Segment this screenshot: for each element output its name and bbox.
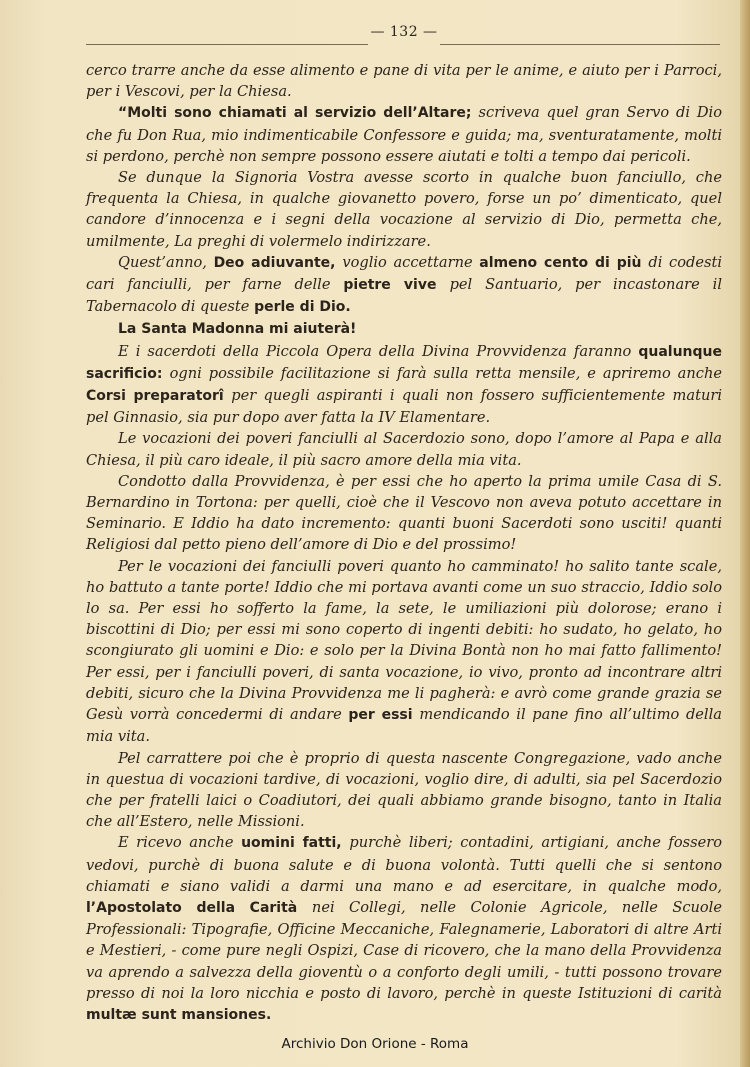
italic-text-run: E i sacerdoti della Piccola Opera della Divina Provvidenza faranno: [118, 342, 639, 360]
paragraph: [86, 252, 722, 319]
paragraph: [86, 318, 722, 340]
bold-text-run: multæ sunt mansiones.: [86, 1006, 272, 1023]
paragraph: [86, 167, 722, 252]
bold-text-run: pietre vive: [343, 277, 450, 294]
paragraph: [86, 60, 722, 102]
italic-text-run: pel Santuario, per incastonare il Tabernacolo di queste: [86, 276, 722, 316]
paragraph: [86, 428, 722, 470]
header-rule-left: [86, 44, 368, 45]
italic-text-run: Condotto dalla Provvidenza, è per essi che ho aperto la prima umile Casa di S. Bernardino in Tortona: per quelli, cioè che il Vescovo non aveva potuto accettare in Seminario. E Iddio ha dato incremento: quanti buoni Sacerdoti sono usciti! quanti Religiosi dal petto pieno dell’amore di Dio e del prossimo!: [86, 472, 722, 554]
italic-text-run: nei Collegi, nelle Colonie Agricole, nelle Scuole Professionali: Tipografie, Officine Meccaniche, Falegnamerie, Laboratori di altre Arti e Mestieri, - come pure negli Ospizi, Case di ricovero, che la mano della Provvidenza va aprendo a salvezza della gioventù o a conforto degli umili, - tutti possono trovare presso di noi la loro nicchia e posto di lavoro, perchè in queste Istituzioni di carità: [86, 898, 722, 1002]
italic-text-run: mendicando il pane fino all’ultimo della mia vita.: [86, 706, 722, 746]
bold-text-run: “Molti sono chiamati al servizio dell’Altare;: [118, 105, 479, 122]
paragraph: [86, 341, 722, 429]
bold-text-run: almeno cento di più: [479, 254, 649, 271]
italic-text-run: ogni possibile facilitazione si farà sulla retta mensile, e apriremo anche: [169, 364, 722, 382]
italic-text-run: purchè liberi; contadini, artigiani, anche fossero vedovi, purchè di buona salute e di buona volontà. Tutti quelli che si sentono chiamati e siano validi a darmi una mano e ad esercitare, in qualche modo,: [86, 834, 722, 895]
italic-text-run: Pel carrattere poi che è proprio di questa nascente Congregazione, vado anche in questua di vocazioni tardive, di vocazioni, voglio dire, di adulti, sia pel Sacerdozio che per fratelli laici o Coadiutori, dei quali abbiamo grande bisogno, tanto in Italia che all’Estero, nelle Missioni.: [86, 749, 722, 831]
bold-text-run: La Santa Madonna mi aiuterà!: [118, 321, 357, 338]
archive-footer: Archivio Don Orione - Roma: [281, 1036, 469, 1052]
italic-text-run: per quegli aspiranti i quali non fossero sufficientemente maturi pel Ginnasio, sia pur dopo aver fatta la IV Elamentare.: [86, 387, 722, 427]
italic-text-run: Per le vocazioni dei fanciulli poveri quanto ho camminato! ho salito tante scale, ho battuto a tante porte! Iddio che mi portava avanti come un suo straccio, Iddio solo lo sa. Per essi ho sofferto la fame, la sete, le umiliazioni più dolorose; erano i biscottini di Dio; per essi mi sono coperto di ingenti debiti: ho sudato, ho gelato, ho scongiurato gli uomini e Dio: e solo per la Divina Bontà non ho mai fatto fallimento! Per essi, per i fanciulli poveri, di santa vocazione, io vivo, pronto ad incontrare altri debiti, sicuro che la Divina Provvidenza me li pagherà: e avrò come grande grazia se Gesù vorrà concedermi di andare: [86, 557, 722, 724]
italic-text-run: E ricevo anche: [118, 834, 242, 852]
page-edge: [740, 0, 750, 1067]
paragraph: [86, 748, 722, 833]
body-text: [86, 60, 722, 1026]
italic-text-run: Quest’anno,: [118, 253, 214, 271]
italic-text-run: di codesti cari fanciulli, per farne delle: [86, 253, 723, 294]
italic-text-run: Se dunque la Signoria Vostra avesse scorto in qualche buon fanciullo, che frequenta la Chiesa, in qualche giovanetto povero, forse un po’ dimenticato, quel candore d’innocenza e i segni della vocazione al servizio di Dio, permetta che, umilmente, La preghi di volermelo indirizzare.: [86, 169, 722, 250]
paragraph: [86, 832, 722, 1026]
header-rule-right: [440, 44, 720, 45]
bold-text-run: uomini fatti,: [241, 835, 350, 852]
italic-text-run: Le vocazioni dei poveri fanciulli al Sacerdozio sono, dopo l’amore al Papa e alla Chiesa, il più caro ideale, il più sacro amore della mia vita.: [86, 430, 722, 469]
bold-text-run: Corsi preparatorî: [86, 388, 232, 405]
italic-text-run: cerco trarre anche da esse alimento e pane di vita per le anime, e aiuto per i Parroci, per i Vescovi, per la Chiesa.: [86, 62, 722, 101]
paragraph: [86, 102, 722, 167]
bold-text-run: l’Apostolato della Carità: [86, 899, 312, 916]
paragraph: [86, 556, 722, 748]
italic-text-run: voglio accettarne: [342, 253, 480, 271]
bold-text-run: perle di Dio.: [254, 299, 351, 316]
bold-text-run: per essi: [348, 707, 420, 724]
page-number: — 132 —: [370, 24, 438, 40]
paragraph: [86, 471, 722, 556]
bold-text-run: Deo adiuvante,: [213, 254, 343, 271]
bold-text-run: qualunque sacrificio:: [86, 343, 722, 382]
italic-text-run: scriveva quel gran Servo di Dio che fu Don Rua, mio indimenticabile Confessore e guida; ma, sventuratamente, molti si perdono, perchè non sempre possono essere aiutati e tolti a tempo dai pericoli.: [86, 104, 722, 165]
